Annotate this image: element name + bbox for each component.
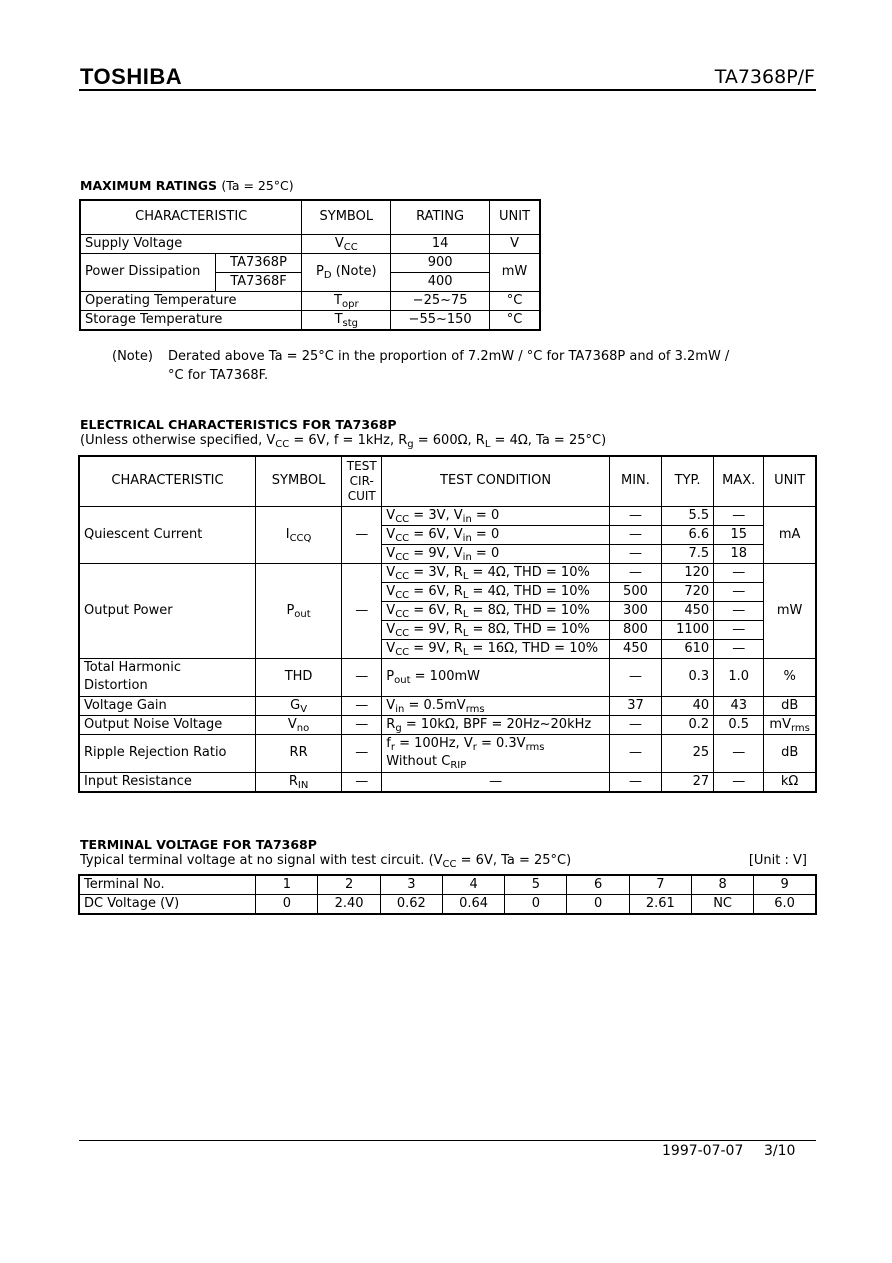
table-row: Operating Temperature $T_{opr}$ −25~75 °C [80, 291, 540, 310]
table-row: Total Harmonic Distortion THD — $P_{out} = 100mW$ — 0.3 1.0 % [79, 658, 816, 696]
page-number: 3/10 [764, 1143, 796, 1159]
table-row: $V_{CC} = 6V$, $R_L = 4\Omega$, THD = 10% 500 720 — [79, 582, 816, 601]
table-row: Storage Temperature $T_{stg}$ −55~150 °C [80, 310, 540, 330]
table-row: Output Noise Voltage $V_{no}$ — $R_g = 10k\Omega$, BPF = 20Hz~20kHz — 0.2 0.5 $mV_{rms}$ [79, 715, 816, 734]
terminal-desc: Typical terminal voltage at no signal with test circuit. ($V_{CC} = 6V$, Ta = 25°C) [80, 853, 572, 870]
table-row: Ripple Rejection Ratio RR — $f_r = 100Hz$, $V_r = 0.3V_{rms}$ Without $C_{RIP}$ — 25 — dB [79, 734, 816, 772]
table-row: TA7368F 400 [80, 272, 540, 291]
elec-table [78, 455, 817, 793]
max-ratings-condition: (Ta = 25°C) [221, 178, 294, 193]
footer-date: 1997-07-07 [662, 1143, 744, 1159]
terminal-row: Terminal No. 1 2 3 4 5 6 7 8 9 [79, 875, 816, 895]
table-row: $V_{CC} = 6V$, $V_{in} = 0$ — 6.6 15 [79, 525, 816, 544]
brand-logo: TOSHIBA [80, 64, 183, 89]
elec-title: ELECTRICAL CHARACTERISTICS FOR TA7368P [80, 417, 397, 432]
voltage-row: DC Voltage (V) 0 2.40 0.62 0.64 0 0 2.61 NC 6.0 [79, 895, 816, 915]
elec-conditions: (Unless otherwise specified, $V_{CC} = 6V$, f = 1kHz, $R_g = 600\Omega$, $R_L = 4\Omega$, Ta = 25°C) [80, 433, 607, 450]
table-header-row [80, 200, 540, 234]
part-number: TA7368P/F [714, 66, 815, 88]
table-header-row: CHARACTERISTIC SYMBOL TEST CIR- CUIT TEST CONDITION MIN. TYP. MAX. UNIT [79, 456, 816, 506]
note-line-1: Derated above Ta = 25°C in the proportion of 7.2mW / °C for TA7368P and of 3.2mW / [168, 349, 730, 364]
table-row: Input Resistance $R_{IN}$ — — — 27 — kΩ [79, 772, 816, 792]
table-row: Voltage Gain $G_V$ — $V_{in} = 0.5mV_{rms}$ 37 40 43 dB [79, 696, 816, 715]
table-row: Power Dissipation TA7368P $P_D$ (Note) 900 mW [80, 253, 540, 272]
terminal-title: TERMINAL VOLTAGE FOR TA7368P [80, 837, 317, 852]
table-row: $V_{CC} = 9V$, $R_L = 8\Omega$, THD = 10% 800 1100 — [79, 620, 816, 639]
terminal-unit: [Unit : V] [748, 853, 807, 868]
table-row: $V_{CC} = 6V$, $R_L = 8\Omega$, THD = 10% 300 450 — [79, 601, 816, 620]
col-unit: UNIT [490, 200, 540, 234]
note-line-2: °C for TA7368F. [168, 368, 269, 383]
table-row: Output Power $P_{out}$ — $V_{CC} = 3V$, $R_L = 4\Omega$, THD = 10% — 120 — mW [79, 563, 816, 582]
note-label: (Note) [112, 349, 153, 364]
footer-rule [79, 1140, 816, 1141]
col-symbol: SYMBOL [302, 200, 391, 234]
max-ratings-table [79, 199, 541, 331]
table-row: Supply Voltage $V_{CC}$ 14 V [80, 234, 540, 253]
table-row: Quiescent Current $I_{CCQ}$ — $V_{CC} = 3V$, $V_{in} = 0$ — 5.5 — mA [79, 506, 816, 525]
max-ratings-title: MAXIMUM RATINGS (Ta = 25°C) [80, 178, 294, 193]
table-row: $V_{CC} = 9V$, $R_L = 16\Omega$, THD = 10% 450 610 — [79, 639, 816, 658]
table-row: $V_{CC} = 9V$, $V_{in} = 0$ — 7.5 18 [79, 544, 816, 563]
header-rule [79, 89, 816, 91]
terminal-table [78, 874, 817, 915]
col-characteristic: CHARACTERISTIC [80, 200, 302, 234]
col-rating: RATING [391, 200, 490, 234]
